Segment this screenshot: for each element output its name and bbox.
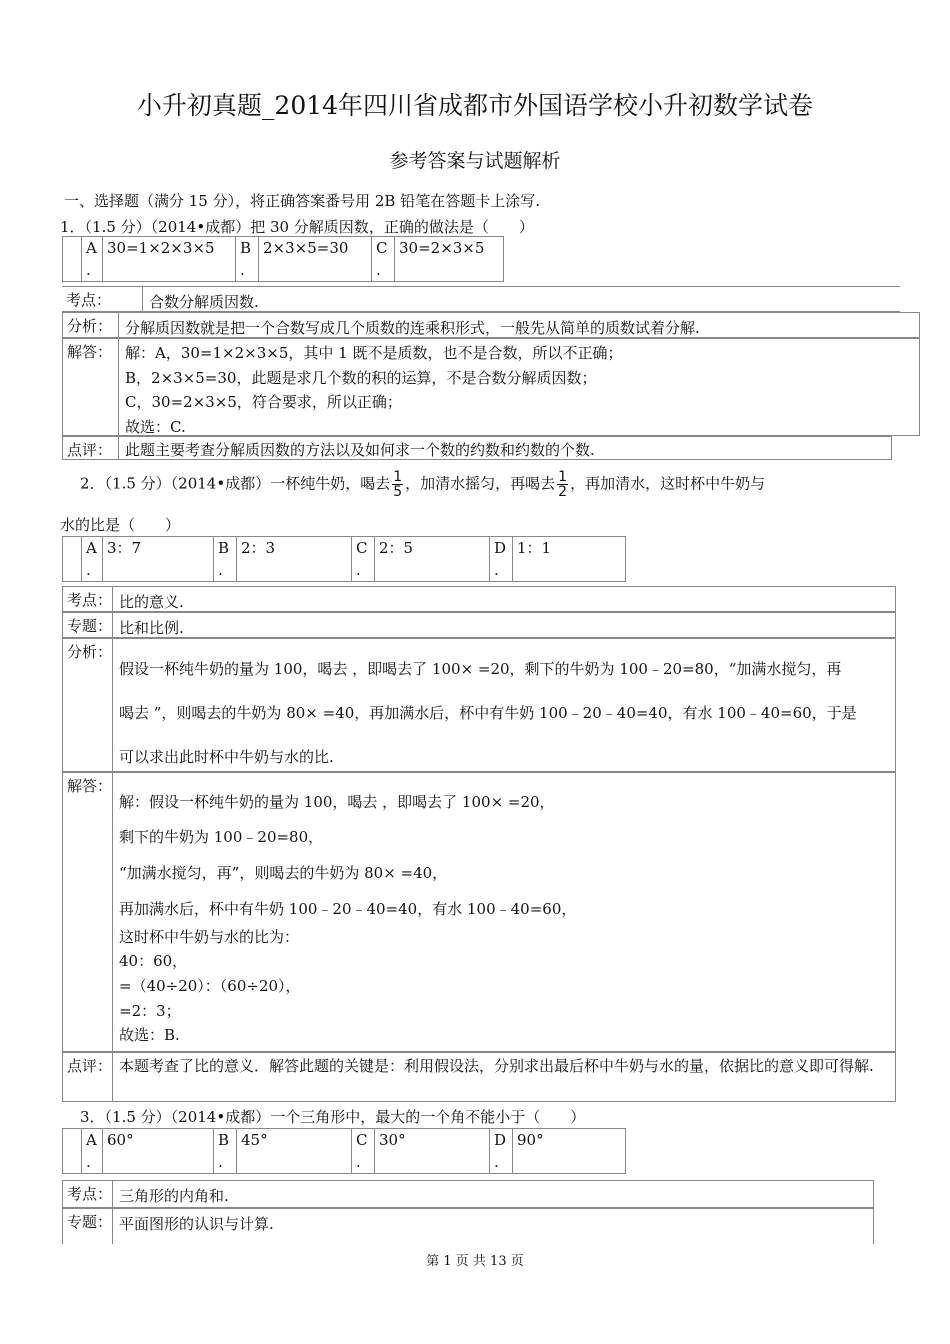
kaodian-text: 比的意义. bbox=[119, 593, 184, 611]
option-a-text[interactable]: 30=1×2×3×5 bbox=[103, 237, 236, 282]
jieda-line: 故选：C. bbox=[125, 417, 186, 436]
zhuanti-text: 比和比例. bbox=[119, 619, 184, 637]
fenxi-text: 分解质因数就是把一个合数写成几个质数的连乘积形式，一般先从简单的质数试着分解. bbox=[125, 319, 700, 337]
q2-fenxi-row bbox=[62, 638, 896, 772]
page-footer: 第 1 页 共 13 页 bbox=[426, 1254, 524, 1269]
option-d-text[interactable]: 1：1 bbox=[513, 537, 626, 582]
jieda-line: B，2×3×5=30，此题是求几个数的积的运算，不是合数分解质因数； bbox=[125, 368, 597, 387]
jieda-label: 解答： bbox=[63, 339, 119, 435]
jieda-line: 剩下的牛奶为 100﹣20=80， bbox=[119, 828, 324, 846]
option-b-text[interactable]: 2：3 bbox=[237, 537, 352, 582]
q2-dianping-row bbox=[62, 1052, 896, 1102]
option-b-letter[interactable]: B . bbox=[214, 537, 237, 582]
question-3-stem: 3．（1.5 分）（2014•成都）一个三角形中，最大的一个角不能小于（ ） bbox=[80, 1108, 586, 1126]
fraction-one-half: $\frac{1}{2}$ bbox=[558, 469, 568, 500]
option-d-letter[interactable]: D . bbox=[490, 537, 513, 582]
option-b-text[interactable]: 2×3×5=30 bbox=[259, 237, 372, 282]
option-spacer bbox=[63, 1129, 82, 1174]
q1-dianping-row bbox=[62, 436, 892, 460]
question-3-options bbox=[62, 1128, 626, 1174]
kaodian-text: 三角形的内角和. bbox=[119, 1187, 229, 1205]
option-spacer bbox=[63, 537, 82, 582]
fenxi-body bbox=[113, 639, 895, 771]
option-b-letter[interactable]: B . bbox=[214, 1129, 237, 1174]
jieda-line: 故选：B. bbox=[119, 1026, 180, 1044]
kaodian-label: 考点： bbox=[63, 1181, 113, 1207]
q2-jieda-row bbox=[62, 772, 896, 1052]
jieda-line: “加满水搅匀，再”，则喝去的牛奶为 80× =40， bbox=[119, 864, 448, 882]
fraction-one-fifth: $\frac{1}{5}$ bbox=[393, 469, 403, 500]
option-d-letter[interactable]: D . bbox=[490, 1129, 513, 1174]
option-a-letter[interactable]: A . bbox=[82, 237, 103, 282]
jieda-line: 解：A，30=1×2×3×5，其中 1 既不是质数，也不是合数，所以不正确； bbox=[125, 344, 623, 362]
dianping-label: 点评： bbox=[63, 437, 119, 459]
q1-fenxi-row bbox=[62, 312, 920, 338]
jieda-line: 40：60， bbox=[119, 952, 188, 970]
zhuanti-label: 专题： bbox=[63, 1209, 113, 1244]
jieda-line: C，30=2×3×5，符合要求，所以正确； bbox=[125, 393, 402, 411]
question-1-options bbox=[62, 236, 504, 282]
jieda-line: 这时杯中牛奶与水的比为： bbox=[119, 928, 300, 946]
jieda-line: =（40÷20）：（60÷20）， bbox=[119, 977, 301, 995]
question-2-stem: 2．（1.5 分）（2014•成都）一杯纯牛奶，喝去 $\frac{1}{5}$ ，加清水摇匀，再喝去 $\frac{1}{2}$ ，再加清水，这时杯中牛奶与 bbox=[80, 469, 766, 500]
kaodian-label: 考点： bbox=[63, 587, 113, 611]
q3-kaodian-row bbox=[62, 1180, 874, 1208]
jieda-body bbox=[113, 773, 895, 1051]
q1-kaodian-row bbox=[62, 286, 900, 312]
jieda-label: 解答： bbox=[63, 773, 113, 1051]
question-2-options bbox=[62, 536, 626, 582]
dianping-text: 此题主要考查分解质因数的方法以及如何求一个数的约数和约数的个数. bbox=[125, 441, 595, 459]
option-c-letter[interactable]: C . bbox=[352, 537, 375, 582]
question-1-stem: 1．（1.5 分）（2014•成都）把 30 分解质因数，正确的做法是（ ） bbox=[60, 218, 534, 236]
jieda-line: 再加满水后，杯中有牛奶 100﹣20﹣40=40，有水 100﹣40=60， bbox=[119, 900, 577, 918]
section-heading: 一、选择题（满分 15 分），将正确答案番号用 2B 铅笔在答题卡上涂写. bbox=[64, 192, 540, 210]
zhuanti-text: 平面图形的认识与计算. bbox=[119, 1215, 274, 1233]
q2-kaodian-row bbox=[62, 586, 896, 612]
option-b-text[interactable]: 45° bbox=[237, 1129, 352, 1174]
zhuanti-label: 专题： bbox=[63, 613, 113, 637]
fenxi-label: 分析： bbox=[63, 639, 113, 771]
option-c-text[interactable]: 30=2×3×5 bbox=[395, 237, 504, 282]
jieda-body bbox=[119, 339, 919, 435]
dianping-label: 点评： bbox=[63, 1053, 113, 1101]
document-subtitle: 参考答案与试题解析 bbox=[389, 150, 561, 172]
option-a-letter[interactable]: A . bbox=[82, 537, 103, 582]
question-2-stem-cont: 水的比是（ ） bbox=[60, 516, 181, 534]
option-a-text[interactable]: 60° bbox=[103, 1129, 214, 1174]
option-a-text[interactable]: 3：7 bbox=[103, 537, 214, 582]
option-c-letter[interactable]: C . bbox=[352, 1129, 375, 1174]
option-c-text[interactable]: 2：5 bbox=[375, 537, 490, 582]
fenxi-label: 分析： bbox=[63, 313, 119, 337]
q3-zhuanti-row bbox=[62, 1208, 874, 1244]
q2-zhuanti-row bbox=[62, 612, 896, 638]
fenxi-line: 喝去 ”，则喝去的牛奶为 80× =40，再加满水后，杯中有牛奶 100﹣20﹣40=40，有水 100﹣40=60，于是 bbox=[119, 704, 857, 722]
kaodian-text: 合数分解质因数. bbox=[142, 287, 900, 311]
option-c-text[interactable]: 30° bbox=[375, 1129, 490, 1174]
dianping-text: 本题考查了比的意义．解答此题的关键是：利用假设法，分别求出最后杯中牛奶与水的量，依据比的意义即可得解. bbox=[119, 1057, 874, 1075]
fenxi-line: 可以求出此时杯中牛奶与水的比. bbox=[119, 748, 334, 766]
jieda-line: 解：假设一杯纯牛奶的量为 100，喝去 ，即喝去了 100× =20， bbox=[119, 793, 555, 811]
kaodian-label: 考点： bbox=[66, 291, 112, 309]
option-c-letter[interactable]: C . bbox=[372, 237, 395, 282]
option-spacer bbox=[63, 237, 82, 282]
jieda-line: =2：3； bbox=[119, 1002, 181, 1020]
option-d-text[interactable]: 90° bbox=[513, 1129, 626, 1174]
option-b-letter[interactable]: B . bbox=[236, 237, 259, 282]
q1-jieda-row bbox=[62, 338, 920, 436]
fenxi-line: 假设一杯纯牛奶的量为 100，喝去 ，即喝去了 100× =20，剩下的牛奶为 100﹣20=80，“加满水搅匀，再 bbox=[119, 660, 842, 678]
option-a-letter[interactable]: A . bbox=[82, 1129, 103, 1174]
document-title: 小升初真题_2014年四川省成都市外国语学校小升初数学试卷 bbox=[136, 91, 814, 120]
